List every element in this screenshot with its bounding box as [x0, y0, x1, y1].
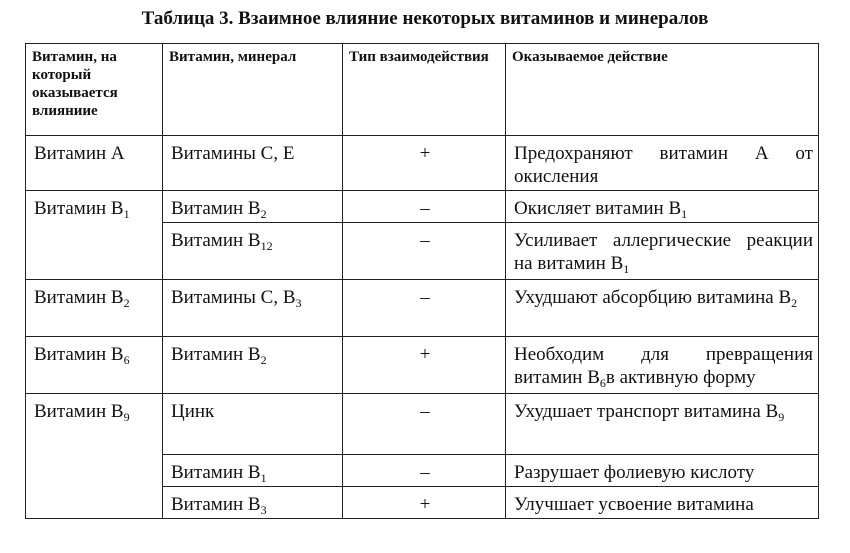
- effect-cell: Окисляет витамин $В_1$: [506, 191, 819, 223]
- header-interaction-type: Тип взаимодействия: [343, 44, 506, 136]
- agent-cell: Витамин $В_2$: [163, 337, 343, 394]
- header-effect: Оказываемое действие: [506, 44, 819, 136]
- interaction-type-cell: +: [343, 487, 506, 519]
- table-row: [26, 394, 819, 455]
- agent-cell: Цинк: [163, 394, 343, 455]
- table-header-row: [26, 44, 819, 136]
- affected-vitamin-cell: Витамин $В_1$: [26, 191, 163, 280]
- effect-cell: Усиливает аллергические реакции на витамин $В_1$: [506, 223, 819, 280]
- affected-vitamin-cell: Витамин $В_6$: [26, 337, 163, 394]
- interaction-type-cell: –: [343, 394, 506, 455]
- effect-cell: Разрушает фолиевую кислоту: [506, 455, 819, 487]
- effect-cell: Ухудшают абсорбцию витамина $В_2$: [506, 280, 819, 337]
- affected-vitamin-cell: Витамин $В_2$: [26, 280, 163, 337]
- interaction-type-cell: +: [343, 136, 506, 191]
- interaction-type-cell: +: [343, 337, 506, 394]
- interaction-type-cell: –: [343, 455, 506, 487]
- agent-cell: Витамин $В_1$: [163, 455, 343, 487]
- effect-cell: Улучшает усвоение витамина: [506, 487, 819, 519]
- agent-cell: Витамины С, $В_3$: [163, 280, 343, 337]
- table-row: [26, 136, 819, 191]
- interaction-type-cell: –: [343, 280, 506, 337]
- header-affected-vitamin: Витамин, на который оказывается влияниие: [26, 44, 163, 136]
- affected-vitamin-cell: Витамин А: [26, 136, 163, 191]
- table-row: [26, 337, 819, 394]
- interaction-type-cell: –: [343, 223, 506, 280]
- agent-cell: Витамин $В_{12}$: [163, 223, 343, 280]
- vitamin-interaction-table: [25, 43, 819, 519]
- table-row: [26, 280, 819, 337]
- table-title: Таблица 3. Взаимное влияние некоторых витаминов и минералов: [141, 8, 709, 29]
- interaction-type-cell: –: [343, 191, 506, 223]
- table-row: [26, 191, 819, 223]
- agent-cell: Витамин $В_3$: [163, 487, 343, 519]
- agent-cell: Витамин $В_2$: [163, 191, 343, 223]
- affected-vitamin-cell: Витамин $В_9$: [26, 394, 163, 519]
- effect-cell: Необходим для превращения витамин $В_6в$ активную форму: [506, 337, 819, 394]
- effect-cell: Предохраняют витамин А от окисления: [506, 136, 819, 191]
- header-agent: Витамин, минерал: [163, 44, 343, 136]
- agent-cell: Витамины С, Е: [163, 136, 343, 191]
- effect-cell: Ухудшает транспорт витамина $В_9$: [506, 394, 819, 455]
